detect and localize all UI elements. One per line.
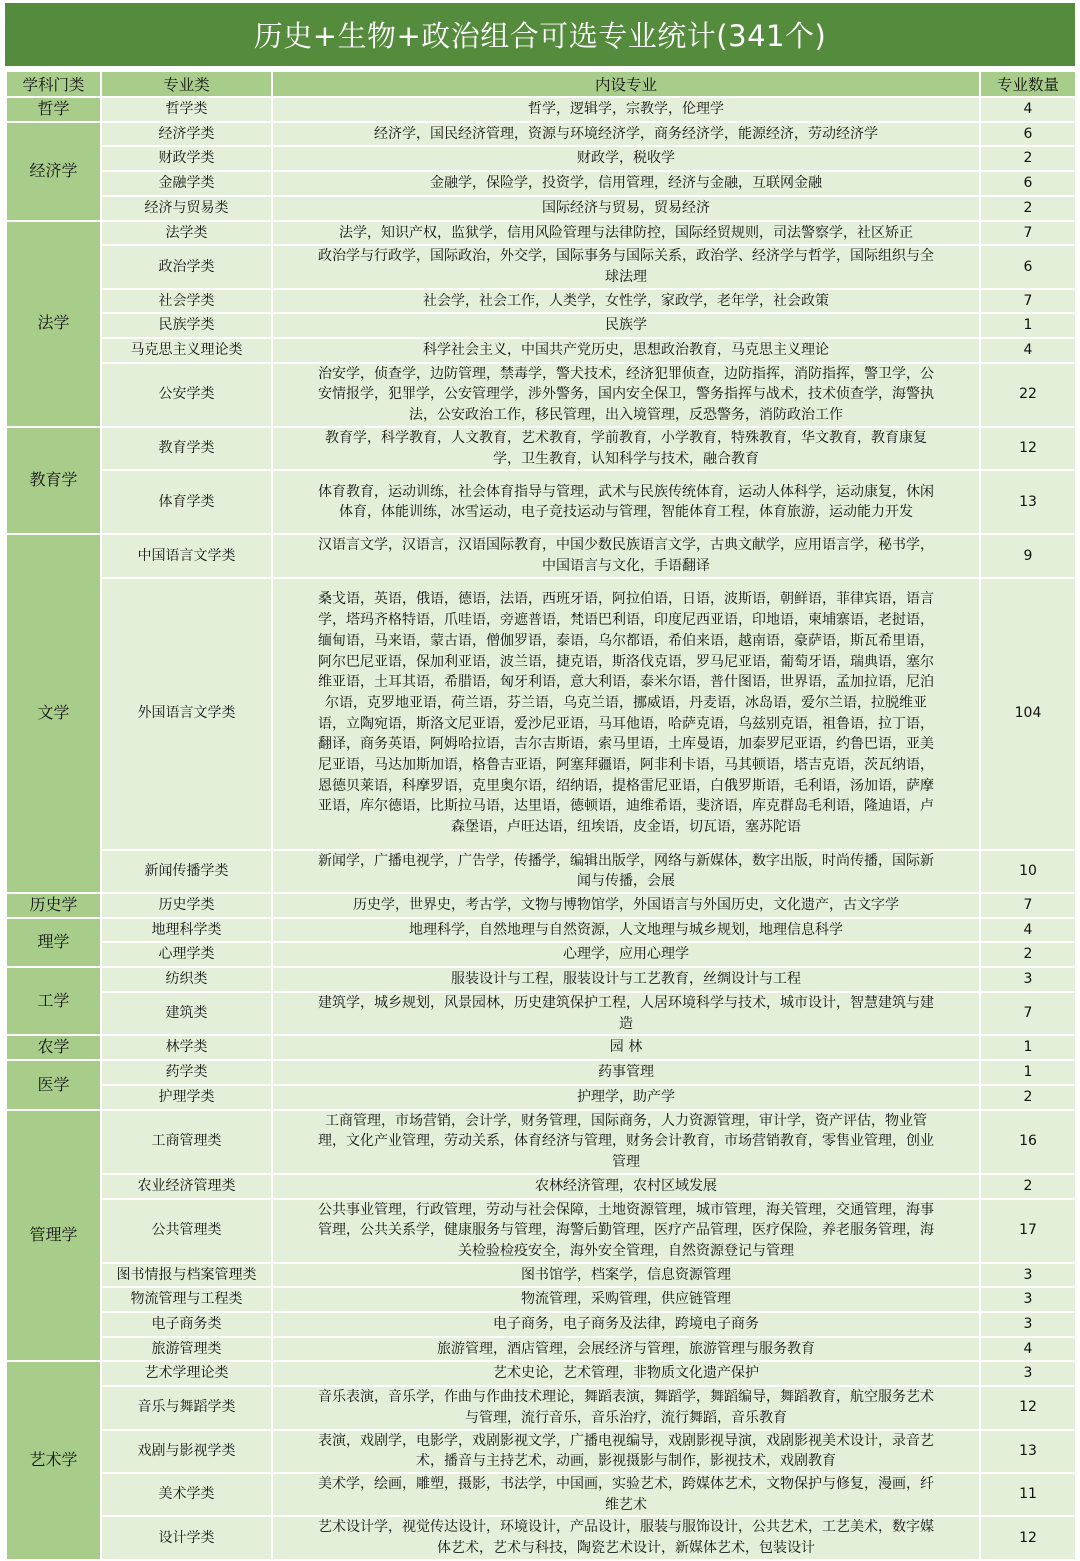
count-cell: 1: [980, 313, 1076, 338]
count-cell: 16: [980, 1110, 1076, 1174]
subcategory-cell: 法学类: [101, 221, 272, 246]
table-row: [6, 1035, 1076, 1060]
count-cell: 4: [980, 97, 1076, 122]
count-cell: 17: [980, 1199, 1076, 1263]
table-row: [6, 1361, 1076, 1386]
subcategory-cell: 建筑类: [101, 992, 272, 1035]
table-row: [6, 918, 1076, 943]
subcategory-cell: 药学类: [101, 1060, 272, 1085]
count-cell: 7: [980, 992, 1076, 1035]
subcategory-cell: 图书情报与档案管理类: [101, 1263, 272, 1288]
table-row: [6, 1312, 1076, 1337]
subcategory-cell: 政治学类: [101, 245, 272, 288]
subcategory-cell: 美术学类: [101, 1473, 272, 1516]
table-row: [6, 893, 1076, 918]
subcategory-cell: 戏剧与影视学类: [101, 1430, 272, 1473]
table-row: [6, 221, 1076, 246]
category-cell: 经济学: [6, 122, 101, 221]
majors-cell: 社会学，社会工作，人类学，女性学，家政学，老年学，社会政策: [272, 289, 980, 314]
table-row: [6, 289, 1076, 314]
category-cell: 管理学: [6, 1110, 101, 1362]
table-row: [6, 1060, 1076, 1085]
majors-cell: 美术学，绘画，雕塑，摄影，书法学，中国画，实验艺术，跨媒体艺术，文物保护与修复，漫画，纤维艺术: [272, 1473, 980, 1516]
majors-cell: 汉语言文学，汉语言，汉语国际教育，中国少数民族语言文学，古典文献学，应用语言学，秘书学，中国语言与文化，手语翻译: [272, 534, 980, 577]
majors-cell: 桑戈语，英语，俄语，德语，法语，西班牙语，阿拉伯语，日语，波斯语，朝鲜语，菲律宾语，语言学，塔玛齐格特语，爪哇语，旁遮普语，梵语巴利语，印度尼西亚语，印地语，柬埔寨语，老挝语，缅甸语，马来语，蒙古语，僧伽罗语，泰语，乌尔都语，希伯来语，越南语，豪萨语，斯瓦希里语，阿尔巴尼亚语，保加利亚语，波兰语，捷克语，斯洛伐克语，罗马尼亚语，葡萄牙语，瑞典语，塞尔维亚语，土耳其语，希腊语，匈牙利语，意大利语，泰米尔语，普什图语，世界语，孟加拉语，尼泊尔语，克罗地亚语，荷兰语，芬兰语，乌克兰语，挪威语，丹麦语，冰岛语，爱尔兰语，拉脱维亚语，立陶宛语，斯洛文尼亚语，爱沙尼亚语，马耳他语，哈萨克语，乌兹别克语，祖鲁语，拉丁语，翻译，商务英语，阿姆哈拉语，吉尔吉斯语，索马里语，土库曼语，加泰罗尼亚语，约鲁巴语，亚美尼亚语，马达加斯加语，格鲁吉亚语，阿塞拜疆语，阿非利卡语，马其顿语，塔吉克语，茨瓦纳语，恩德贝莱语，科摩罗语，克里奥尔语，绍纳语，提格雷尼亚语，白俄罗斯语，毛利语，汤加语，萨摩亚语，库尔德语，比斯拉马语，达里语，德顿语，迪维希语，斐济语，库克群岛毛利语，隆迪语，卢森堡语，卢旺达语，纽埃语，皮金语，切瓦语，塞苏陀语: [272, 578, 980, 850]
category-cell: 法学: [6, 221, 101, 427]
table-row: [6, 967, 1076, 992]
majors-cell: 财政学，税收学: [272, 146, 980, 171]
subcategory-cell: 公共管理类: [101, 1199, 272, 1263]
table-row: [6, 578, 1076, 850]
count-cell: 13: [980, 470, 1076, 534]
subcategory-cell: 金融学类: [101, 171, 272, 196]
majors-cell: 公共事业管理，行政管理，劳动与社会保障，土地资源管理，城市管理，海关管理，交通管理，海事管理，公共关系学，健康服务与管理，海警后勤管理，医疗产品管理，医疗保险，养老服务管理，海关检验检疫安全，海外安全管理，自然资源登记与管理: [272, 1199, 980, 1263]
majors-table: [5, 70, 1077, 1561]
majors-cell: 法学，知识产权，监狱学，信用风险管理与法律防控，国际经贸规则，司法警察学，社区矫正: [272, 221, 980, 246]
majors-cell: 工商管理，市场营销，会计学，财务管理，国际商务，人力资源管理，审计学，资产评估，物业管理，文化产业管理，劳动关系，体育经济与管理，财务会计教育，市场营销教育，零售业管理，创业管理: [272, 1110, 980, 1174]
page-title: 历史+生物+政治组合可选专业统计(341个): [5, 3, 1075, 66]
majors-cell: 历史学，世界史，考古学，文物与博物馆学，外国语言与外国历史，文化遗产，古文字学: [272, 893, 980, 918]
majors-cell: 哲学，逻辑学，宗教学，伦理学: [272, 97, 980, 122]
count-cell: 1: [980, 1035, 1076, 1060]
majors-cell: 农林经济管理，农村区域发展: [272, 1174, 980, 1199]
subcategory-cell: 财政学类: [101, 146, 272, 171]
count-cell: 1: [980, 1060, 1076, 1085]
subcategory-cell: 马克思主义理论类: [101, 338, 272, 363]
majors-cell: 图书馆学，档案学，信息资源管理: [272, 1263, 980, 1288]
count-cell: 22: [980, 363, 1076, 427]
majors-cell: 建筑学，城乡规划，风景园林，历史建筑保护工程，人居环境科学与技术，城市设计，智慧建筑与建造: [272, 992, 980, 1035]
table-row: [6, 1386, 1076, 1429]
count-cell: 7: [980, 289, 1076, 314]
category-cell: 工学: [6, 967, 101, 1035]
majors-cell: 艺术史论，艺术管理，非物质文化遗产保护: [272, 1361, 980, 1386]
table-body: [6, 97, 1076, 1560]
table-row: [6, 363, 1076, 427]
subcategory-cell: 教育学类: [101, 427, 272, 470]
table-row: [6, 171, 1076, 196]
count-cell: 7: [980, 221, 1076, 246]
subcategory-cell: 民族学类: [101, 313, 272, 338]
table-row: [6, 146, 1076, 171]
majors-cell: 经济学，国民经济管理，资源与环境经济学，商务经济学，能源经济，劳动经济学: [272, 122, 980, 147]
count-cell: 7: [980, 893, 1076, 918]
page: [5, 3, 1075, 1561]
subcategory-cell: 社会学类: [101, 289, 272, 314]
table-row: [6, 1516, 1076, 1559]
category-cell: 文学: [6, 534, 101, 893]
table-row: [6, 850, 1076, 893]
count-cell: 13: [980, 1430, 1076, 1473]
table-row: [6, 196, 1076, 221]
subcategory-cell: 经济学类: [101, 122, 272, 147]
table-row: [6, 1110, 1076, 1174]
header-category: 学科门类: [6, 71, 101, 97]
count-cell: 11: [980, 1473, 1076, 1516]
subcategory-cell: 经济与贸易类: [101, 196, 272, 221]
category-cell: 历史学: [6, 893, 101, 918]
count-cell: 3: [980, 1312, 1076, 1337]
majors-cell: 民族学: [272, 313, 980, 338]
subcategory-cell: 历史学类: [101, 893, 272, 918]
count-cell: 2: [980, 196, 1076, 221]
count-cell: 3: [980, 1287, 1076, 1312]
majors-cell: 艺术设计学，视觉传达设计，环境设计，产品设计，服装与服饰设计，公共艺术，工艺美术，数字媒体艺术，艺术与科技，陶瓷艺术设计，新媒体艺术，包装设计: [272, 1516, 980, 1559]
table-row: [6, 1337, 1076, 1362]
count-cell: 9: [980, 534, 1076, 577]
subcategory-cell: 哲学类: [101, 97, 272, 122]
table-row: [6, 1473, 1076, 1516]
subcategory-cell: 农业经济管理类: [101, 1174, 272, 1199]
table-row: [6, 1085, 1076, 1110]
subcategory-cell: 纺织类: [101, 967, 272, 992]
table-row: [6, 1174, 1076, 1199]
table-row: [6, 1199, 1076, 1263]
majors-cell: 旅游管理，酒店管理，会展经济与管理，旅游管理与服务教育: [272, 1337, 980, 1362]
subcategory-cell: 旅游管理类: [101, 1337, 272, 1362]
count-cell: 12: [980, 1386, 1076, 1429]
majors-cell: 表演，戏剧学，电影学，戏剧影视文学，广播电视编导，戏剧影视导演，戏剧影视美术设计，录音艺术，播音与主持艺术，动画，影视摄影与制作，影视技术，戏剧教育: [272, 1430, 980, 1473]
subcategory-cell: 外国语言文学类: [101, 578, 272, 850]
table-row: [6, 470, 1076, 534]
majors-cell: 音乐表演，音乐学，作曲与作曲技术理论，舞蹈表演，舞蹈学，舞蹈编导，舞蹈教育，航空服务艺术与管理，流行音乐，音乐治疗，流行舞蹈，音乐教育: [272, 1386, 980, 1429]
table-row: [6, 1263, 1076, 1288]
subcategory-cell: 地理科学类: [101, 918, 272, 943]
header-count: 专业数量: [980, 71, 1076, 97]
count-cell: 3: [980, 967, 1076, 992]
subcategory-cell: 新闻传播学类: [101, 850, 272, 893]
table-row: [6, 534, 1076, 577]
majors-cell: 物流管理，采购管理，供应链管理: [272, 1287, 980, 1312]
count-cell: 104: [980, 578, 1076, 850]
count-cell: 2: [980, 1085, 1076, 1110]
count-cell: 2: [980, 146, 1076, 171]
subcategory-cell: 体育学类: [101, 470, 272, 534]
majors-cell: 服装设计与工程，服装设计与工艺教育，丝绸设计与工程: [272, 967, 980, 992]
majors-cell: 护理学，助产学: [272, 1085, 980, 1110]
header-subcategory: 专业类: [101, 71, 272, 97]
subcategory-cell: 设计学类: [101, 1516, 272, 1559]
subcategory-cell: 公安学类: [101, 363, 272, 427]
count-cell: 4: [980, 918, 1076, 943]
majors-cell: 金融学，保险学，投资学，信用管理，经济与金融，互联网金融: [272, 171, 980, 196]
subcategory-cell: 护理学类: [101, 1085, 272, 1110]
majors-cell: 药事管理: [272, 1060, 980, 1085]
subcategory-cell: 心理学类: [101, 942, 272, 967]
table-row: [6, 97, 1076, 122]
header-majors: 内设专业: [272, 71, 980, 97]
subcategory-cell: 中国语言文学类: [101, 534, 272, 577]
majors-cell: 教育学，科学教育，人文教育，艺术教育，学前教育，小学教育，特殊教育，华文教育，教育康复学，卫生教育，认知科学与技术，融合教育: [272, 427, 980, 470]
majors-cell: 新闻学，广播电视学，广告学，传播学，编辑出版学，网络与新媒体，数字出版，时尚传播，国际新闻与传播，会展: [272, 850, 980, 893]
table-row: [6, 992, 1076, 1035]
majors-cell: 治安学，侦查学，边防管理，禁毒学，警犬技术，经济犯罪侦查，边防指挥，消防指挥，警卫学，公安情报学，犯罪学，公安管理学，涉外警务，国内安全保卫，警务指挥与战术，技术侦查学，海警执法，公安政治工作，移民管理，出入境管理，反恐警务，消防政治工作: [272, 363, 980, 427]
count-cell: 12: [980, 1516, 1076, 1559]
subcategory-cell: 物流管理与工程类: [101, 1287, 272, 1312]
majors-cell: 心理学，应用心理学: [272, 942, 980, 967]
table-row: [6, 245, 1076, 288]
category-cell: 农学: [6, 1035, 101, 1060]
majors-cell: 地理科学，自然地理与自然资源，人文地理与城乡规划，地理信息科学: [272, 918, 980, 943]
category-cell: 理学: [6, 918, 101, 967]
count-cell: 3: [980, 1361, 1076, 1386]
subcategory-cell: 电子商务类: [101, 1312, 272, 1337]
count-cell: 6: [980, 171, 1076, 196]
subcategory-cell: 艺术学理论类: [101, 1361, 272, 1386]
subcategory-cell: 林学类: [101, 1035, 272, 1060]
count-cell: 4: [980, 338, 1076, 363]
majors-cell: 体育教育，运动训练，社会体育指导与管理，武术与民族传统体育，运动人体科学，运动康复，休闲体育，体能训练，冰雪运动，电子竞技运动与管理，智能体育工程，体育旅游，运动能力开发: [272, 470, 980, 534]
majors-cell: 国际经济与贸易，贸易经济: [272, 196, 980, 221]
count-cell: 4: [980, 1337, 1076, 1362]
majors-cell: 政治学与行政学，国际政治，外交学，国际事务与国际关系，政治学、经济学与哲学，国际组织与全球法理: [272, 245, 980, 288]
category-cell: 艺术学: [6, 1361, 101, 1559]
table-row: [6, 313, 1076, 338]
majors-cell: 电子商务，电子商务及法律，跨境电子商务: [272, 1312, 980, 1337]
count-cell: 2: [980, 942, 1076, 967]
category-cell: 哲学: [6, 97, 101, 122]
count-cell: 2: [980, 1174, 1076, 1199]
table-row: [6, 122, 1076, 147]
count-cell: 6: [980, 122, 1076, 147]
count-cell: 10: [980, 850, 1076, 893]
table-row: [6, 1287, 1076, 1312]
subcategory-cell: 工商管理类: [101, 1110, 272, 1174]
count-cell: 12: [980, 427, 1076, 470]
table-row: [6, 942, 1076, 967]
majors-cell: 园 林: [272, 1035, 980, 1060]
count-cell: 3: [980, 1263, 1076, 1288]
count-cell: 6: [980, 245, 1076, 288]
category-cell: 教育学: [6, 427, 101, 534]
table-header-row: [6, 71, 1076, 97]
table-row: [6, 338, 1076, 363]
category-cell: 医学: [6, 1060, 101, 1109]
table-row: [6, 1430, 1076, 1473]
majors-cell: 科学社会主义，中国共产党历史，思想政治教育，马克思主义理论: [272, 338, 980, 363]
subcategory-cell: 音乐与舞蹈学类: [101, 1386, 272, 1429]
table-row: [6, 427, 1076, 470]
